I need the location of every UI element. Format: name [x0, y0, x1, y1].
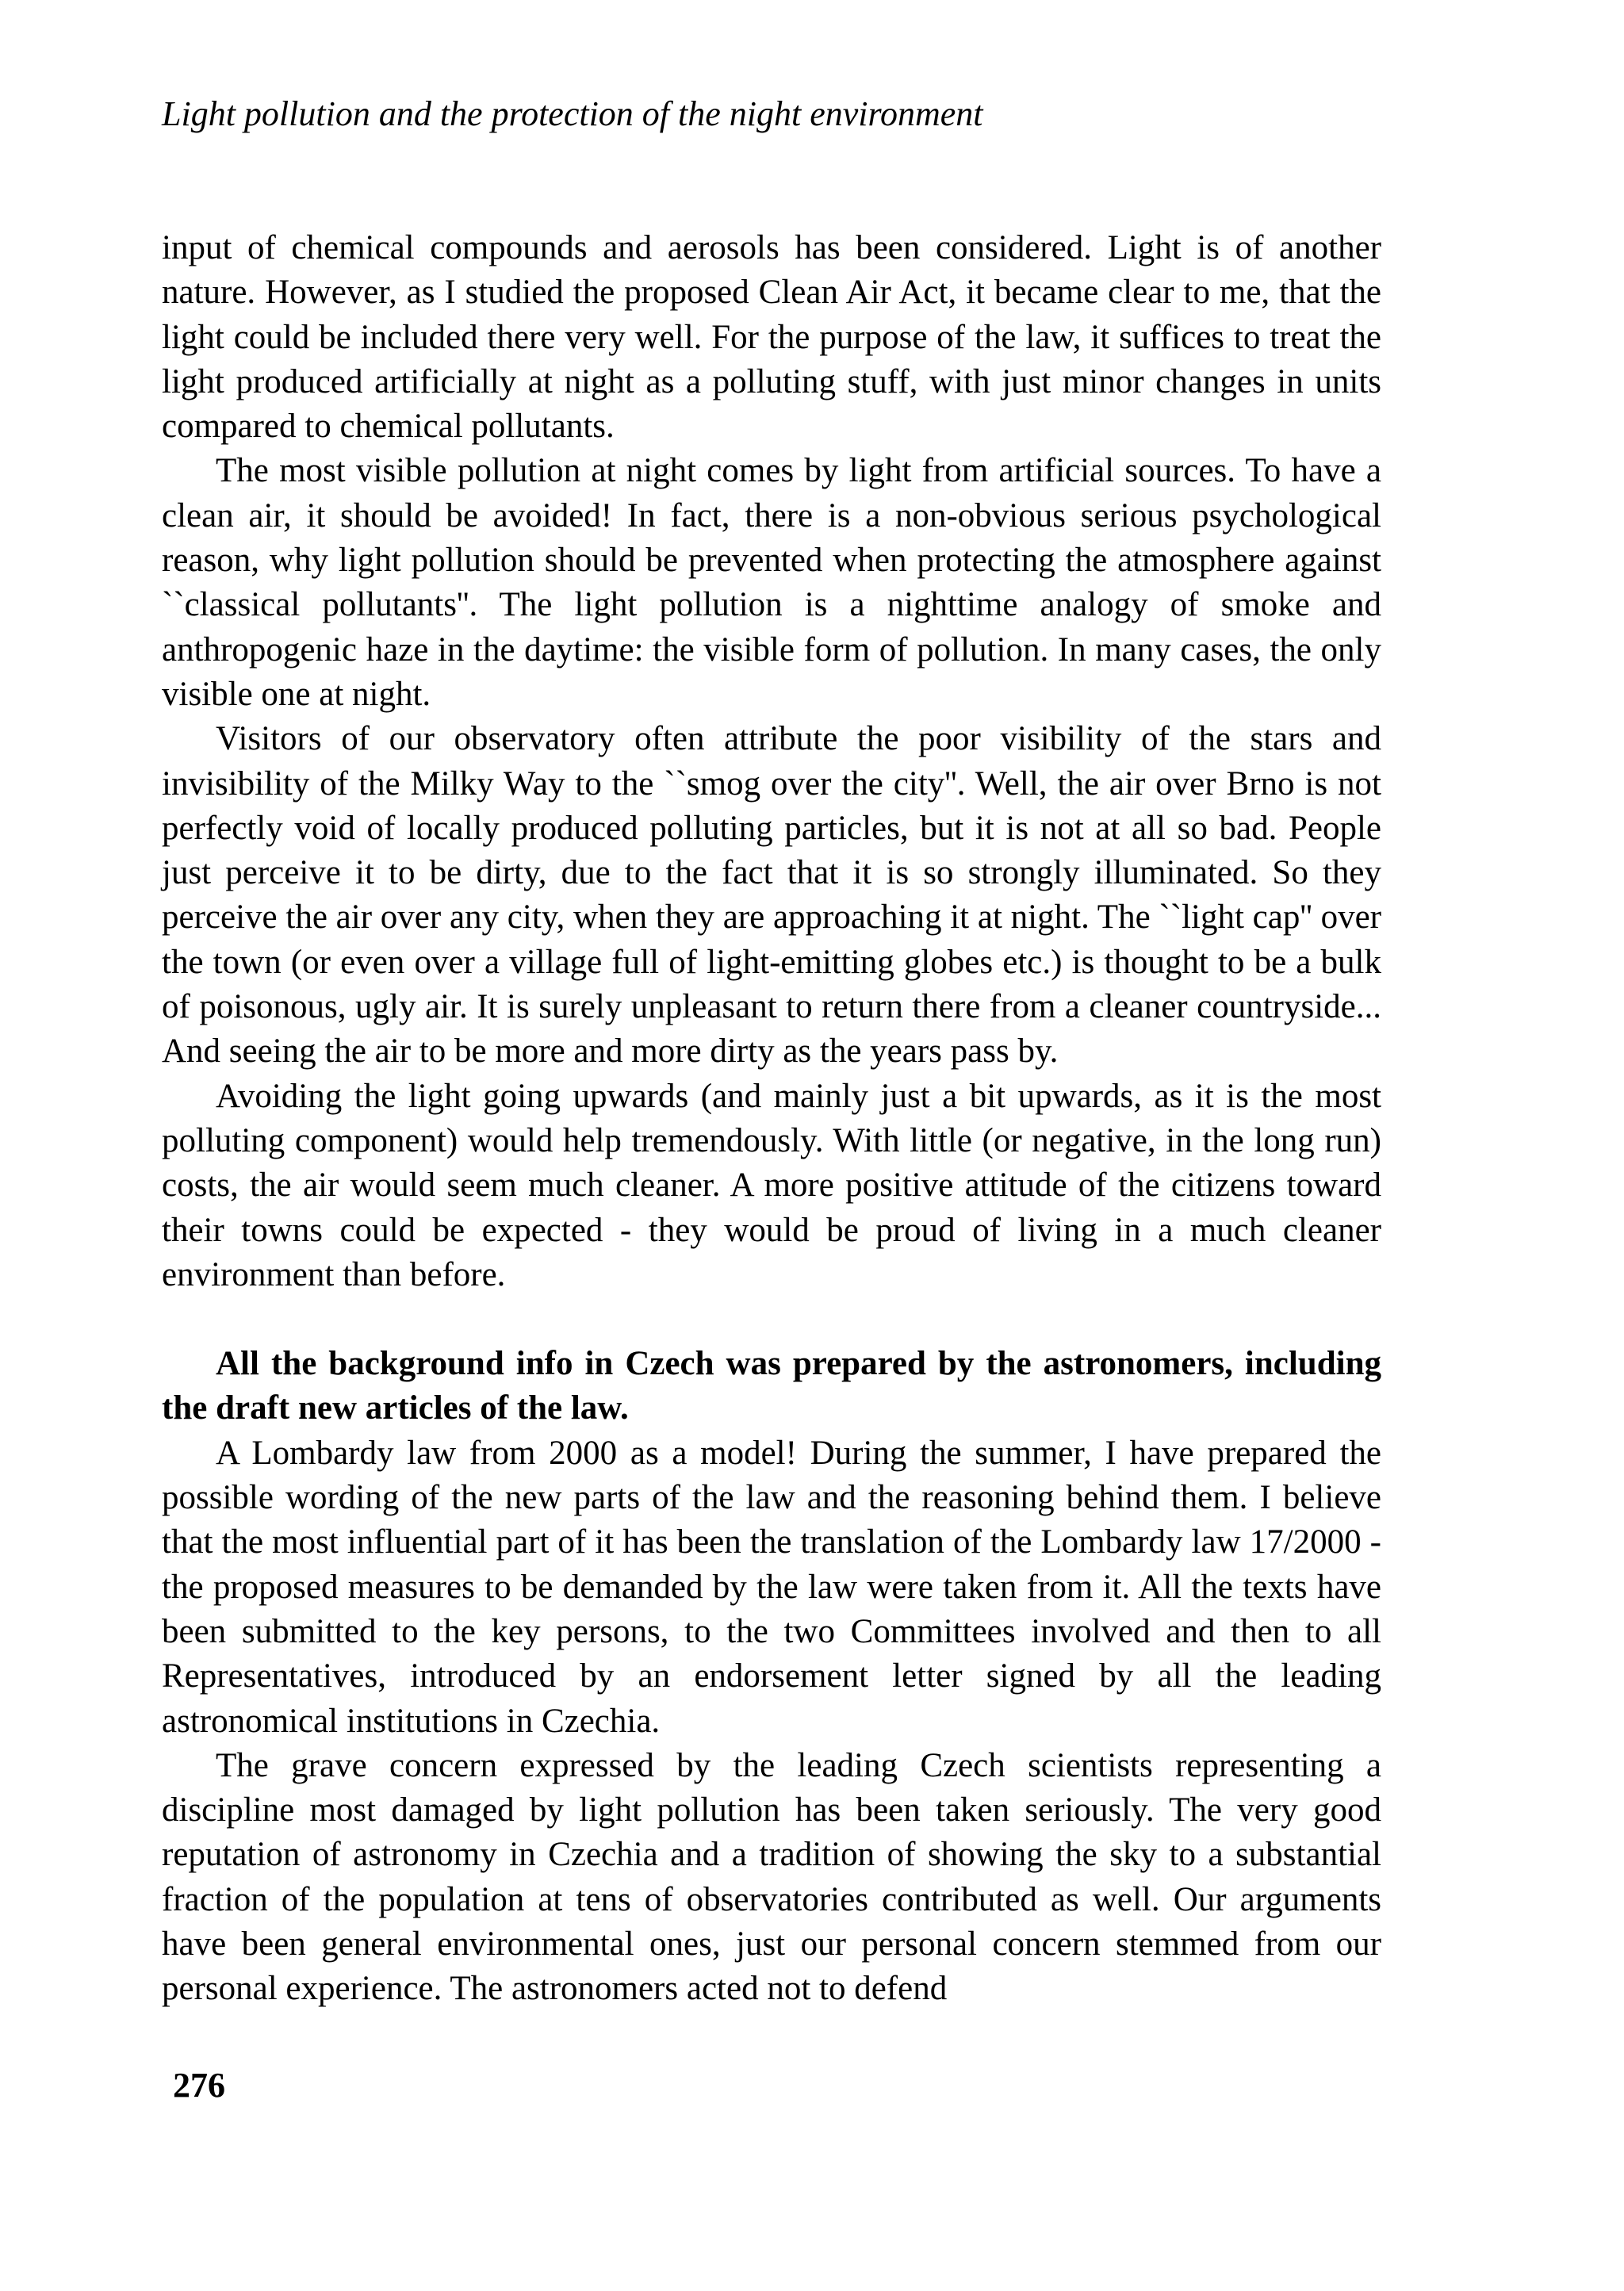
- paragraph: A Lombardy law from 2000 as a model! During the summer, I have prepared the possible wording of the new parts of the law and the reasoning behind them. I believe that the most influential part of it has been the translation of the Lombardy law 17/2000 - the proposed measures to be demanded by the law were taken from it. All the texts have been submitted to the key persons, to the two Committees involved and then to all Representatives, introduced by an endorsement letter signed by all the leading astronomical institutions in Czechia.: [162, 1434, 1381, 1740]
- section-heading: All the background info in Czech was prepared by the astronomers, including the draft new articles of the law.: [162, 1345, 1381, 1427]
- paragraph: The grave concern expressed by the leading Czech scientists representing a discipline most damaged by light pollution has been taken seriously. The very good reputation of astronomy in Czechia and a tradition of showing the sky to a substantial fraction of the population at tens of observatories contributed as well. Our arguments have been general environmental ones, just our personal concern stemmed from our personal experience. The astronomers acted not to defend: [162, 1746, 1381, 2008]
- paragraph: Visitors of our observatory often attribute the poor visibility of the stars and invisibility of the Milky Way to the ``smog over the city''. Well, the air over Brno is not perfectly void of locally produced polluting particles, but it is not at all so bad. People just perceive it to be dirty, due to the fact that it is so strongly illuminated. So they perceive the air over any city, when they are approaching it at night. The ``light cap'' over the town (or even over a village full of light-emitting globes etc.) is thought to be a bulk of poisonous, ugly air. It is surely unpleasant to return there from a cleaner countryside... And seeing the air to be more and more dirty as the years pass by.: [162, 720, 1381, 1071]
- paragraph: The most visible pollution at night comes by light from artificial sources. To have a clean air, it should be avoided! In fact, there is a non-obvious serious psychological reason, why light pollution should be prevented when protecting the atmosphere against ``classical pollutants''. The light pollution is a nighttime analogy of smoke and anthropogenic haze in the daytime: the visible form of pollution. In many cases, the only visible one at night.: [162, 452, 1381, 713]
- page-number: 276: [173, 2066, 225, 2105]
- paragraph: Avoiding the light going upwards (and mainly just a bit upwards, as it is the most polluting component) would help tremendously. With little (or negative, in the long run) costs, the air would seem much cleaner. A more positive attitude of the citizens toward their towns could be expected - they would be proud of living in a much cleaner environment than before.: [162, 1077, 1381, 1293]
- running-header: Light pollution and the protection of the night environment: [162, 94, 983, 133]
- paragraph: input of chemical compounds and aerosols has been considered. Light is of another nature. However, as I studied the proposed Clean Air Act, it became clear to me, that the light could be included there very well. For the purpose of the law, it suffices to treat the light produced artificially at night as a polluting stuff, with just minor changes in units compared to chemical pollutants.: [162, 229, 1381, 446]
- body-text: [162, 226, 1381, 2012]
